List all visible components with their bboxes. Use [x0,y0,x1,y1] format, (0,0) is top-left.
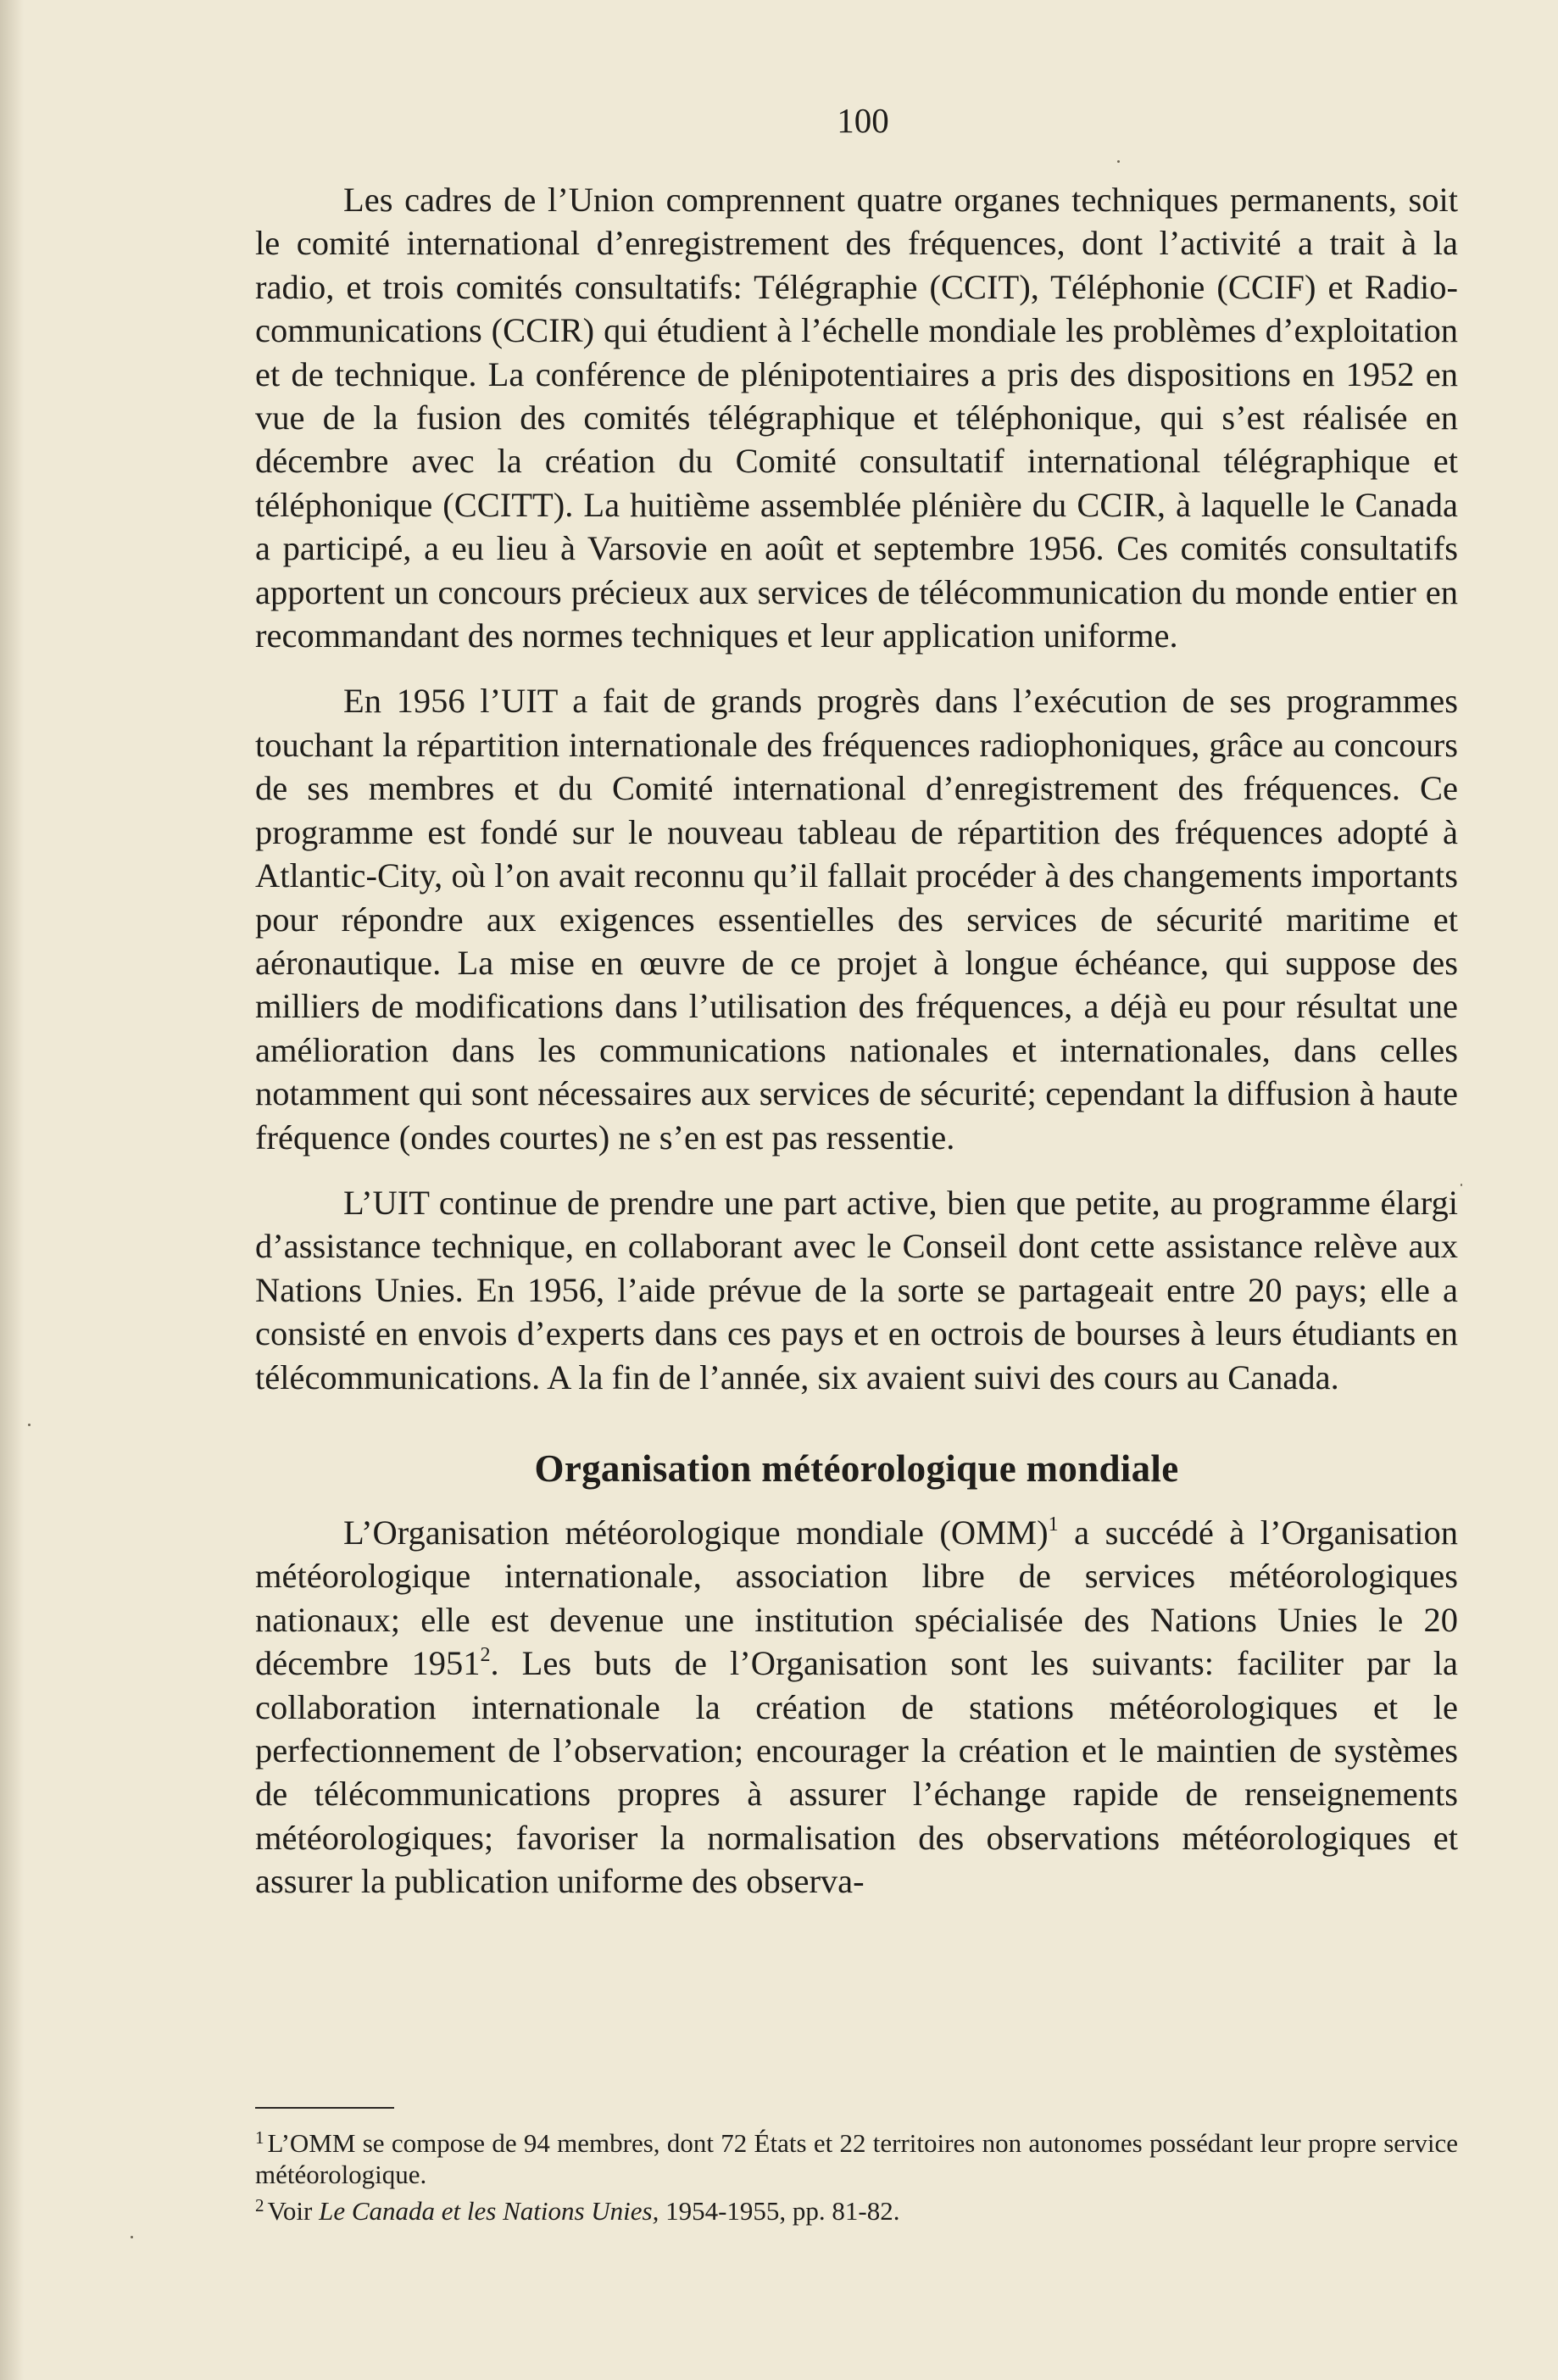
omm-text-part3: . Les buts de l’Organisation sont les suivants: faciliter par la collaboration internationale la création de stations météorologiques et le perfectionnement de l’observation; encourager la création et le maintien de systèmes de télécommunications propres à assurer l’échange rapide de renseignements météorologiques; favoriser la normalisation des observations météorologiques et assurer la publication uniforme des observa- [255,1644,1458,1901]
paper-speck [1461,1184,1462,1186]
footnote-2-italic-title: Le Canada et les Nations Unies, [319,2196,659,2226]
paper-speck [131,2236,133,2238]
omm-text-part1: L’Organisation météorologique mondiale (OMM) [343,1513,1049,1552]
page-number: 100 [837,101,889,140]
paragraph-uit-assistance: L’UIT continue de prendre une part active, bien que petite, au programme élargi d’assistance technique, en collaborant avec le Conseil dont cette assistance relève aux Nations Unies. En 1956, l’aide prévue de la sorte se partageait entre 20 pays; elle a consisté en envois d’experts dans ces pays et en octrois de bourses à leurs étudiants en télécommunications. A la fin de l’année, six avaient suivi des cours au Canada. [255,1183,1458,1396]
footnote-2 [255,2190,1458,2227]
footnote-1-mark: 1 [255,2127,264,2148]
omm-text-part2: a succédé à l’Organisation météorologique internationale, association libre de services météorologiques nationaux; elle est devenue une institution spécialisée des Nations Unies le 20 décembre 1951 [255,1513,1459,1683]
paper-speck [28,1424,31,1426]
footnote-ref-1: 1 [1048,1513,1059,1536]
paragraph-uit-frequencies: En 1956 l’UIT a fait de grands progrès dans l’exécution de ses programmes touchant la répartition internationale des fréquences radiophoniques, grâce au concours de ses membres et du Comité international d’enregistrement des fréquences. Ce programme est fondé sur le nouveau tableau de répartition des fréquences adopté à Atlantic-City, où l’on avait reconnu qu’il fallait procéder à des changements importants pour répondre aux exigences essentielles des services de sécurité maritime et aéronautique. La mise en œuvre de ce projet à longue échéance, qui suppose des milliers de modifications dans l’utilisation des fréquences, a déjà eu pour résultat une amélioration dans les communications nationales et internationales, dans celles notamment qui sont nécessaires aux services de sécurité; cependant la diffusion à haute fréquence (ondes courtes) ne s’en est pas ressentie. [255,682,1458,1157]
footnotes [255,2122,1458,2227]
page-edge-shadow [0,0,24,2380]
paragraph-uit-organs: Les cadres de l’Union comprennent quatre organes techniques permanents, soit le comité international d’enregistrement des fréquences, dont l’activité a trait à la radio, et trois comités consultatifs: Télégraphie (CCIT), Téléphonie (CCIF) et Radio-communications (CCIR) qui étudient à l’échelle mondiale les problèmes d’exploitation et de technique. La conférence de plénipotentiaires a pris des dispositions en 1952 en vue de la fusion des comités télégraphique et téléphonique, qui s’est réalisée en décembre avec la création du Comité consultatif international télégraphique et téléphonique (CCITT). La huitième assemblée plénière du CCIR, à laquelle le Canada a participé, a eu lieu à Varsovie en août et septembre 1956. Ces comités consultatifs apportent un concours précieux aux services de télécommunication du monde entier en recommandant des normes techniques et leur application uniforme. [255,181,1458,655]
section-heading: Organisation météorologique mondiale [534,1446,1179,1490]
footnote-2-mark: 2 [255,2195,264,2216]
paragraph-omm [255,1511,1458,1903]
body-text [255,178,1458,1903]
footnote-separator [255,2107,394,2109]
footnote-1 [255,2122,1458,2190]
footnote-ref-2: 2 [480,1644,491,1667]
paper-speck [1117,160,1120,163]
footnote-2-text-before: Voir [267,2196,320,2226]
footnote-2-text-after: 1954-1955, pp. 81-82. [659,2196,900,2226]
footnote-1-text: L’OMM se compose de 94 membres, dont 72 États et 22 territoires non autonomes possédant leur propre service météorologique. [255,2128,1458,2189]
